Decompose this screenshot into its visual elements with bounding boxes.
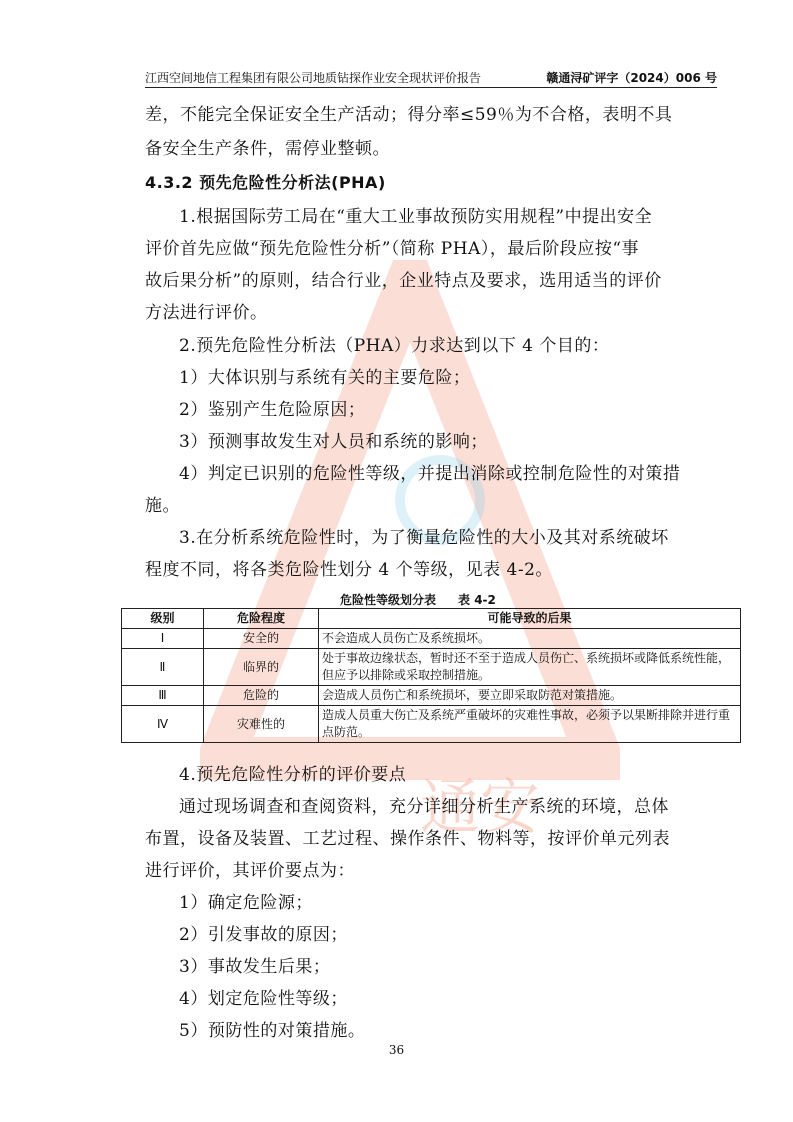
paragraph-line: 评价首先应做“预先危险性分析”（简称 PHA），最后阶段应按“事 xyxy=(145,239,640,259)
table-header-row xyxy=(122,609,741,629)
table-cell-degree: 危险的 xyxy=(204,686,319,706)
table-row xyxy=(122,629,741,649)
table-cell-consequence: 造成人员重大伤亡及系统严重破坏的灾难性事故，必须予以果断排除并进行重点防范。 xyxy=(319,706,741,743)
table-caption-title: 危险性等级划分表 xyxy=(340,593,437,607)
list-item: 1）确定危险源； xyxy=(179,893,313,913)
list-item: 1）大体识别与系统有关的主要危险； xyxy=(179,368,471,388)
list-item: 3）事故发生后果； xyxy=(179,957,331,977)
paragraph-line: 程度不同，将各类危险性划分 4 个等级，见表 4-2。 xyxy=(145,560,553,580)
table-row xyxy=(122,686,741,706)
table-cell-consequence: 会造成人员伤亡和系统损坏，要立即采取防范对策措施。 xyxy=(319,686,741,706)
list-item: 5）预防性的对策措施。 xyxy=(179,1021,366,1041)
paragraph-line: 2.预先危险性分析法（PHA）力求达到以下 4 个目的： xyxy=(179,336,610,356)
table-cell-consequence: 不会造成人员伤亡及系统损坏。 xyxy=(319,629,741,649)
table-cell-degree: 临界的 xyxy=(204,649,319,686)
header-report-title: 江西空间地信工程集团有限公司地质钻探作业安全现状评价报告 xyxy=(145,71,482,85)
table-cell-level: Ⅳ xyxy=(122,706,204,743)
list-item: 4）划定危险性等级； xyxy=(179,989,348,1009)
paragraph-line: 施。 xyxy=(145,496,180,516)
page-number: 36 xyxy=(388,1043,405,1057)
header-report-number: 赣通浔矿评字（2024）006 号 xyxy=(546,71,717,85)
list-item: 2）鉴别产生危险原因； xyxy=(179,400,366,420)
section-heading: 4.3.2 预先危险性分析法(PHA) xyxy=(145,173,386,192)
paragraph-line: 3.在分析系统危险性时，为了衡量危险性的大小及其对系统破坏 xyxy=(179,528,669,548)
table-row xyxy=(122,649,741,686)
table-cell-consequence: 处于事故边缘状态，暂时还不至于造成人员伤亡、系统损坏或降低系统性能，但应予以排除或采取控制措施。 xyxy=(319,649,741,686)
paragraph-line: 4.预先危险性分析的评价要点 xyxy=(179,765,407,785)
paragraph-line: 方法进行评价。 xyxy=(145,303,268,323)
list-item: 2）引发事故的原因； xyxy=(179,925,348,945)
paragraph-line: 备安全生产条件，需停业整顿。 xyxy=(145,139,390,159)
table-cell-level: Ⅱ xyxy=(122,649,204,686)
table-cell-level: Ⅰ xyxy=(122,629,204,649)
table-row xyxy=(122,706,741,743)
paragraph-line: 通过现场调查和查阅资料，充分详细分析生产系统的环境，总体 xyxy=(179,797,669,817)
paragraph-line: 1.根据国际劳工局在“重大工业事故预防实用规程”中提出安全 xyxy=(179,207,653,227)
list-item: 4）判定已识别的危险性等级，并提出消除或控制危险性的对策措 xyxy=(179,464,681,484)
table-cell-degree: 灾难性的 xyxy=(204,706,319,743)
table-cell-degree: 安全的 xyxy=(204,629,319,649)
page-header xyxy=(145,66,717,88)
paragraph-line: 故后果分析”的原则，结合行业，企业特点及要求，选用适当的评价 xyxy=(145,271,662,291)
hazard-level-table xyxy=(121,608,741,743)
list-item: 3）预测事故发生对人员和系统的影响； xyxy=(179,432,488,452)
table-caption xyxy=(340,591,496,608)
table-header-cell: 危险程度 xyxy=(204,609,319,629)
watermark-text: 通安 xyxy=(420,773,540,843)
paragraph-line: 进行评价，其评价要点为： xyxy=(145,861,355,881)
table-header-cell: 可能导致的后果 xyxy=(319,609,741,629)
table-header-cell: 级别 xyxy=(122,609,204,629)
paragraph-line: 布置，设备及装置、工艺过程、操作条件、物料等，按评价单元列表 xyxy=(145,829,670,849)
table-cell-level: Ⅲ xyxy=(122,686,204,706)
paragraph-line: 差，不能完全保证安全生产活动；得分率≤59％为不合格，表明不具 xyxy=(145,105,673,125)
table-caption-number: 表 4-2 xyxy=(458,593,496,607)
